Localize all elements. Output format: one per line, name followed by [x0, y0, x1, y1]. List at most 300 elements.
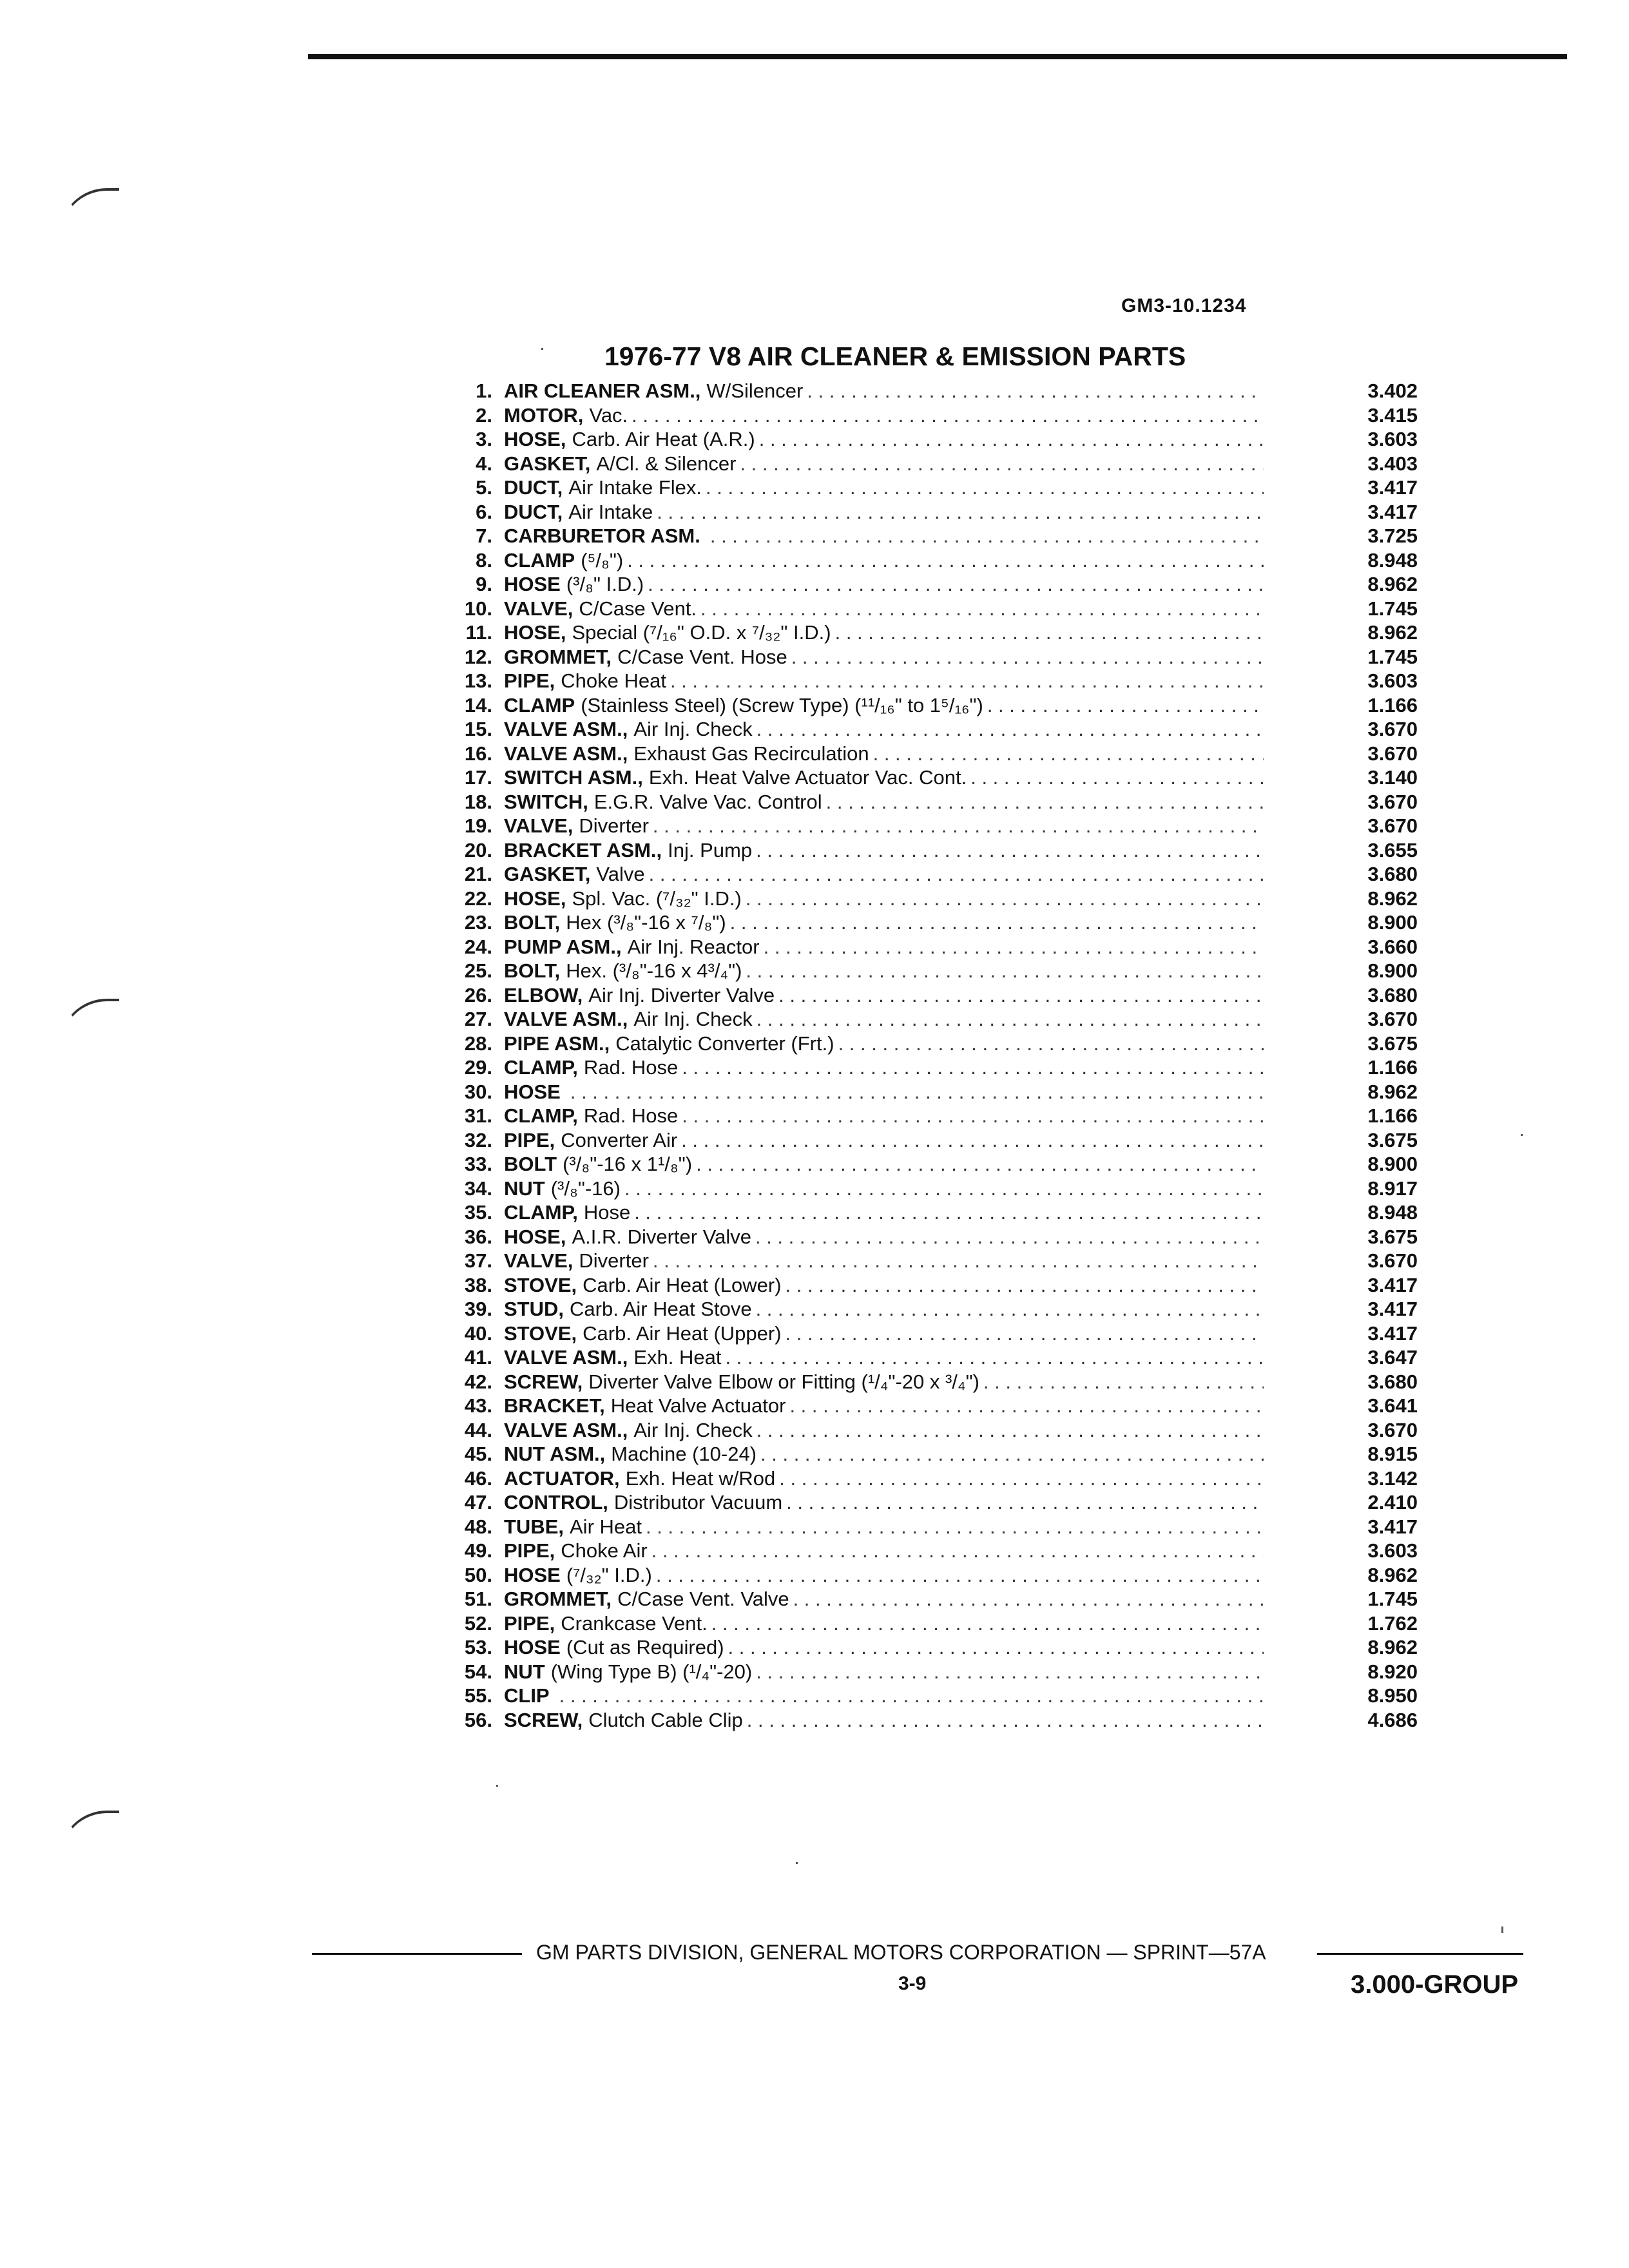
part-name: CLAMP,	[504, 1201, 578, 1224]
part-number: 2.	[476, 403, 492, 427]
dot-leader	[789, 1587, 1264, 1611]
part-description: Air Intake	[568, 500, 653, 523]
part-description: Carb. Air Heat (Lower)	[583, 1273, 782, 1296]
group-number: 3.670	[1367, 814, 1418, 837]
part-row	[438, 765, 1418, 790]
part-description: E.G.R. Valve Vac. Control	[593, 790, 822, 813]
part-name: SWITCH ASM.,	[504, 766, 643, 789]
part-description: (³/₈"-16 x 1¹/₈")	[563, 1153, 693, 1175]
group-number: 3.142	[1367, 1466, 1418, 1490]
part-name: VALVE,	[504, 814, 574, 837]
part-number: 21.	[464, 863, 492, 885]
part-description: Inj. Pump	[668, 838, 753, 861]
part-row	[438, 742, 1418, 766]
dot-leader	[753, 1418, 1264, 1443]
part-number: 30.	[464, 1080, 492, 1103]
part-description: Carb. Air Heat (A.R.)	[572, 428, 755, 450]
dot-leader	[782, 1321, 1264, 1346]
part-number: 40.	[464, 1321, 492, 1345]
dot-leader	[649, 1249, 1264, 1273]
dot-leader	[834, 1032, 1264, 1056]
part-name: PUMP ASM.,	[504, 935, 622, 958]
group-number: 3.670	[1367, 1008, 1418, 1030]
part-number: 32.	[464, 1128, 492, 1151]
group-number: 8.900	[1367, 959, 1418, 982]
group-number: 3.417	[1367, 1515, 1418, 1538]
group-number: 3.680	[1367, 1370, 1418, 1393]
dot-leader	[752, 838, 1264, 863]
part-row	[438, 959, 1418, 983]
dot-leader	[566, 1080, 1264, 1104]
dot-leader	[623, 548, 1264, 573]
part-description: Crankcase Vent.	[561, 1611, 708, 1635]
group-number: 3.417	[1367, 500, 1418, 523]
part-row	[438, 1660, 1418, 1684]
part-row	[438, 1539, 1418, 1563]
part-number: 11.	[465, 621, 492, 644]
part-row	[438, 1297, 1418, 1321]
group-number: 8.962	[1367, 621, 1418, 644]
part-row	[438, 1055, 1418, 1080]
dot-leader	[724, 1635, 1264, 1660]
group-number: 1.745	[1367, 645, 1418, 668]
group-number: 3.660	[1367, 935, 1418, 958]
part-row	[438, 1611, 1418, 1636]
part-number: 20.	[464, 838, 492, 861]
group-number: 3.680	[1367, 863, 1418, 885]
part-number: 1.	[476, 380, 492, 402]
dot-leader	[652, 1563, 1264, 1588]
dot-leader	[782, 1273, 1264, 1298]
dot-leader	[653, 500, 1264, 524]
part-name: AIR CLEANER ASM.,	[504, 380, 701, 402]
part-number: 35.	[464, 1201, 492, 1224]
part-row	[438, 1128, 1418, 1153]
part-number: 13.	[464, 669, 492, 692]
part-name: GROMMET,	[504, 1588, 612, 1610]
dot-leader	[803, 379, 1264, 403]
part-number: 37.	[464, 1249, 492, 1272]
part-description: (Wing Type B) (¹/₄"-20)	[550, 1660, 753, 1683]
part-number: 19.	[464, 814, 492, 837]
part-row	[438, 669, 1418, 693]
part-description: A.I.R. Diverter Valve	[572, 1225, 751, 1248]
scan-speck	[541, 348, 543, 350]
part-description: Carb. Air Heat Stove	[570, 1298, 752, 1320]
part-row	[438, 1225, 1418, 1249]
part-name: BRACKET,	[504, 1394, 605, 1417]
dot-leader	[649, 814, 1264, 838]
part-row	[438, 717, 1418, 742]
part-description: Hex (³/₈"-16 x ⁷/₈")	[566, 911, 726, 934]
part-description: C/Case Vent. Hose	[617, 645, 787, 668]
part-description: Diverter	[579, 814, 649, 837]
part-description: Converter Air	[561, 1128, 678, 1151]
part-number: 27.	[464, 1008, 492, 1030]
dot-leader	[760, 935, 1264, 959]
part-name: NUT	[504, 1660, 545, 1683]
part-row	[438, 983, 1418, 1008]
part-number: 14.	[464, 693, 492, 716]
part-number: 28.	[464, 1032, 492, 1055]
part-row	[438, 1563, 1418, 1588]
part-name: PIPE ASM.,	[504, 1032, 610, 1055]
scan-speck	[796, 1862, 798, 1864]
group-number: 3.670	[1367, 742, 1418, 765]
part-name: VALVE ASM.,	[504, 1418, 628, 1441]
dot-leader	[775, 983, 1264, 1008]
parts-list	[438, 379, 1418, 1732]
part-row	[438, 1418, 1418, 1443]
part-name: VALVE ASM.,	[504, 742, 628, 765]
dot-leader	[721, 1345, 1264, 1370]
dot-leader	[822, 790, 1264, 814]
part-row	[438, 597, 1418, 621]
group-number: 3.670	[1367, 1249, 1418, 1272]
group-number: 1.745	[1367, 1588, 1418, 1610]
part-description: Exhaust Gas Recirculation	[633, 742, 869, 765]
part-description: Hex. (³/₈"-16 x 4³/₄")	[566, 959, 742, 982]
page-title: 1976-77 V8 AIR CLEANER & EMISSION PARTS	[604, 341, 1186, 371]
part-row	[438, 452, 1418, 476]
group-number: 4.686	[1367, 1708, 1418, 1731]
top-rule	[308, 54, 1567, 59]
group-number: 8.948	[1367, 548, 1418, 572]
dot-leader	[983, 693, 1264, 718]
dot-leader	[753, 1007, 1264, 1032]
part-description: Carb. Air Heat (Upper)	[583, 1321, 782, 1345]
dot-leader	[692, 1152, 1264, 1177]
group-number: 8.962	[1367, 1563, 1418, 1586]
part-row	[438, 1490, 1418, 1515]
group-number: 8.900	[1367, 1153, 1418, 1175]
group-number: 8.920	[1367, 1660, 1418, 1683]
group-number: 1.166	[1367, 1104, 1418, 1127]
part-row	[438, 1152, 1418, 1177]
group-number: 8.962	[1367, 887, 1418, 910]
group-number: 3.670	[1367, 718, 1418, 740]
group-number: 1.166	[1367, 1056, 1418, 1079]
group-label: 3.000-GROUP	[1351, 1970, 1519, 1999]
group-number: 3.670	[1367, 1418, 1418, 1441]
part-row	[438, 910, 1418, 935]
part-number: 26.	[464, 983, 492, 1006]
part-row	[438, 1200, 1418, 1225]
part-name: PIPE,	[504, 1128, 555, 1151]
part-name: CLAMP,	[504, 1056, 578, 1079]
group-number: 3.680	[1367, 983, 1418, 1006]
group-number: 3.417	[1367, 1273, 1418, 1296]
footer-rule-right	[1317, 1953, 1523, 1955]
part-row	[438, 1032, 1418, 1056]
part-number: 23.	[464, 911, 492, 934]
part-name: BOLT	[504, 1153, 557, 1175]
part-name: HOSE,	[504, 1225, 566, 1248]
group-number: 8.917	[1367, 1177, 1418, 1200]
part-number: 38.	[464, 1273, 492, 1296]
part-row	[438, 572, 1418, 597]
scan-speck	[1501, 1927, 1503, 1933]
part-description: Choke Heat	[561, 669, 666, 692]
dot-leader	[752, 1297, 1264, 1321]
part-description: Catalytic Converter (Frt.)	[615, 1032, 834, 1055]
footer-rule-left	[312, 1953, 522, 1955]
part-row	[438, 1635, 1418, 1660]
part-name: DUCT,	[504, 500, 563, 523]
part-name: BOLT,	[504, 959, 561, 982]
part-description: (⁷/₃₂" I.D.)	[566, 1563, 652, 1586]
dot-leader	[706, 524, 1264, 548]
part-number: 5.	[476, 476, 492, 499]
part-description: Machine (10-24)	[611, 1443, 757, 1465]
group-number: 3.670	[1367, 790, 1418, 813]
part-name: CONTROL,	[504, 1491, 608, 1514]
group-number: 3.647	[1367, 1346, 1418, 1369]
dot-leader	[755, 427, 1264, 452]
part-number: 25.	[464, 959, 492, 982]
dot-leader	[742, 959, 1264, 983]
dot-leader	[628, 403, 1264, 428]
dot-leader	[787, 645, 1264, 669]
part-name: CLAMP	[504, 693, 575, 716]
part-name: HOSE	[504, 1636, 561, 1658]
part-row	[438, 645, 1418, 669]
part-number: 49.	[464, 1539, 492, 1562]
group-number: 1.762	[1367, 1611, 1418, 1635]
dot-leader	[782, 1490, 1264, 1515]
part-number: 53.	[464, 1636, 492, 1658]
part-number: 9.	[476, 573, 492, 595]
scan-speck	[1521, 1134, 1523, 1136]
part-number: 10.	[464, 597, 492, 620]
part-number: 52.	[464, 1611, 492, 1635]
group-number: 2.410	[1367, 1491, 1418, 1514]
part-name: GASKET,	[504, 452, 591, 475]
part-number: 6.	[476, 500, 492, 523]
part-number: 46.	[464, 1466, 492, 1490]
dot-leader	[630, 1200, 1264, 1225]
group-number: 3.675	[1367, 1032, 1418, 1055]
part-name: VALVE ASM.,	[504, 1008, 628, 1030]
part-name: ACTUATOR,	[504, 1466, 620, 1490]
group-number: 8.962	[1367, 1636, 1418, 1658]
part-description: Hose	[583, 1201, 631, 1224]
part-number: 56.	[464, 1708, 492, 1731]
part-row	[438, 1177, 1418, 1201]
part-number: 41.	[464, 1346, 492, 1369]
group-number: 3.403	[1367, 452, 1418, 475]
group-number: 8.948	[1367, 1201, 1418, 1224]
part-row	[438, 1442, 1418, 1466]
dot-leader	[752, 1660, 1264, 1684]
part-row	[438, 1273, 1418, 1298]
part-row	[438, 500, 1418, 524]
part-row	[438, 1104, 1418, 1128]
part-row	[438, 379, 1418, 403]
part-number: 8.	[476, 548, 492, 572]
part-description: (⁵/₈")	[581, 548, 624, 572]
part-row	[438, 1466, 1418, 1491]
part-description: C/Case Vent.	[579, 597, 697, 620]
dot-leader	[757, 1442, 1264, 1466]
dot-leader	[666, 669, 1264, 693]
part-name: VALVE,	[504, 597, 574, 620]
part-number: 29.	[464, 1056, 492, 1079]
part-name: NUT ASM.,	[504, 1443, 606, 1465]
part-number: 39.	[464, 1298, 492, 1320]
group-number: 3.417	[1367, 1321, 1418, 1345]
part-name: SCREW,	[504, 1370, 583, 1393]
part-name: HOSE	[504, 573, 561, 595]
dot-leader	[645, 862, 1264, 887]
dot-leader	[677, 1128, 1264, 1153]
dot-leader	[621, 1177, 1264, 1201]
dot-leader	[648, 1539, 1264, 1563]
part-row	[438, 1345, 1418, 1370]
group-number: 1.166	[1367, 693, 1418, 716]
group-number: 8.962	[1367, 1080, 1418, 1103]
part-name: SCREW,	[504, 1708, 583, 1731]
part-row	[438, 1249, 1418, 1273]
part-row	[438, 1394, 1418, 1418]
part-name: HOSE	[504, 1080, 561, 1103]
part-name: HOSE,	[504, 621, 566, 644]
part-description: C/Case Vent. Valve	[617, 1588, 789, 1610]
part-description: (³/₈"-16)	[550, 1177, 621, 1200]
dot-leader	[555, 1684, 1264, 1708]
part-row	[438, 1684, 1418, 1708]
part-name: HOSE,	[504, 428, 566, 450]
group-number: 3.675	[1367, 1128, 1418, 1151]
part-description: Choke Air	[561, 1539, 648, 1562]
page-number: 3-9	[898, 1973, 927, 1994]
part-name: CLAMP,	[504, 1104, 578, 1127]
group-number: 3.603	[1367, 1539, 1418, 1562]
part-name: BOLT,	[504, 911, 561, 934]
part-name: DUCT,	[504, 476, 563, 499]
part-name: CLIP	[504, 1684, 550, 1707]
part-description: Special (⁷/₁₆" O.D. x ⁷/₃₂" I.D.)	[572, 621, 831, 644]
part-description: Vac.	[589, 403, 628, 427]
part-number: 55.	[464, 1684, 492, 1707]
part-row	[438, 1007, 1418, 1032]
part-number: 45.	[464, 1443, 492, 1465]
part-name: PIPE,	[504, 1611, 555, 1635]
part-row	[438, 935, 1418, 959]
part-number: 18.	[464, 790, 492, 813]
binding-hole-mark	[59, 999, 119, 1046]
part-number: 7.	[476, 524, 492, 547]
group-number: 3.603	[1367, 428, 1418, 450]
part-number: 33.	[464, 1153, 492, 1175]
part-description: Air Inj. Reactor	[627, 935, 760, 958]
part-number: 22.	[464, 887, 492, 910]
dot-leader	[708, 1611, 1264, 1636]
dot-leader	[697, 597, 1264, 621]
part-number: 42.	[464, 1370, 492, 1393]
part-name: TUBE,	[504, 1515, 564, 1538]
part-row	[438, 862, 1418, 887]
group-number: 8.900	[1367, 911, 1418, 934]
group-number: 8.950	[1367, 1684, 1418, 1707]
part-description: Exh. Heat	[633, 1346, 722, 1369]
part-name: VALVE ASM.,	[504, 718, 628, 740]
group-number: 3.725	[1367, 524, 1418, 547]
part-name: NUT	[504, 1177, 545, 1200]
part-description: Distributor Vacuum	[613, 1491, 783, 1514]
dot-leader	[786, 1394, 1264, 1418]
part-name: ELBOW,	[504, 983, 583, 1006]
part-name: VALVE ASM.,	[504, 1346, 628, 1369]
part-row	[438, 524, 1418, 548]
part-number: 3.	[476, 428, 492, 450]
part-number: 36.	[464, 1225, 492, 1248]
part-number: 24.	[464, 935, 492, 958]
part-row	[438, 427, 1418, 452]
part-number: 4.	[476, 452, 492, 475]
group-number: 3.402	[1367, 380, 1418, 402]
dot-leader	[702, 476, 1264, 500]
part-name: STOVE,	[504, 1321, 577, 1345]
dot-leader	[967, 765, 1264, 790]
part-name: HOSE,	[504, 887, 566, 910]
part-row	[438, 1370, 1418, 1394]
part-number: 43.	[464, 1394, 492, 1417]
group-number: 3.641	[1367, 1394, 1418, 1417]
part-description: Diverter	[579, 1249, 649, 1272]
part-description: (³/₈" I.D.)	[566, 573, 644, 595]
part-description: Exh. Heat Valve Actuator Vac. Cont.	[648, 766, 967, 789]
part-name: STUD,	[504, 1298, 564, 1320]
part-row	[438, 403, 1418, 428]
group-number: 3.417	[1367, 476, 1418, 499]
part-description: Spl. Vac. (⁷/₃₂" I.D.)	[572, 887, 742, 910]
dot-leader	[979, 1370, 1264, 1394]
group-number: 3.417	[1367, 1298, 1418, 1320]
part-row	[438, 620, 1418, 645]
part-name: BRACKET ASM.,	[504, 838, 662, 861]
part-description: Rad. Hose	[583, 1056, 679, 1079]
group-number: 3.655	[1367, 838, 1418, 861]
part-row	[438, 887, 1418, 911]
part-description: Heat Valve Actuator	[610, 1394, 786, 1417]
part-description: (Stainless Steel) (Screw Type) (¹¹/₁₆" to 1⁵/₁₆")	[581, 693, 983, 716]
part-row	[438, 790, 1418, 814]
part-description: Exh. Heat w/Rod	[625, 1466, 776, 1490]
group-number: 3.675	[1367, 1225, 1418, 1248]
part-number: 12.	[464, 645, 492, 668]
part-number: 31.	[464, 1104, 492, 1127]
part-name: GROMMET,	[504, 645, 612, 668]
dot-leader	[751, 1225, 1264, 1249]
part-number: 47.	[464, 1491, 492, 1514]
part-description: Clutch Cable Clip	[588, 1708, 743, 1731]
part-description: A/Cl. & Silencer	[596, 452, 737, 475]
dot-leader	[644, 572, 1264, 597]
part-row	[438, 1587, 1418, 1611]
part-description: Air Intake Flex.	[568, 476, 702, 499]
binding-hole-mark	[59, 188, 119, 236]
scan-speck	[496, 1785, 498, 1787]
part-row	[438, 1515, 1418, 1539]
part-description: Valve	[596, 863, 645, 885]
group-number: 1.745	[1367, 597, 1418, 620]
part-number: 50.	[464, 1563, 492, 1586]
group-number: 3.140	[1367, 766, 1418, 789]
group-number: 8.962	[1367, 573, 1418, 595]
part-name: STOVE,	[504, 1273, 577, 1296]
dot-leader	[831, 620, 1264, 645]
